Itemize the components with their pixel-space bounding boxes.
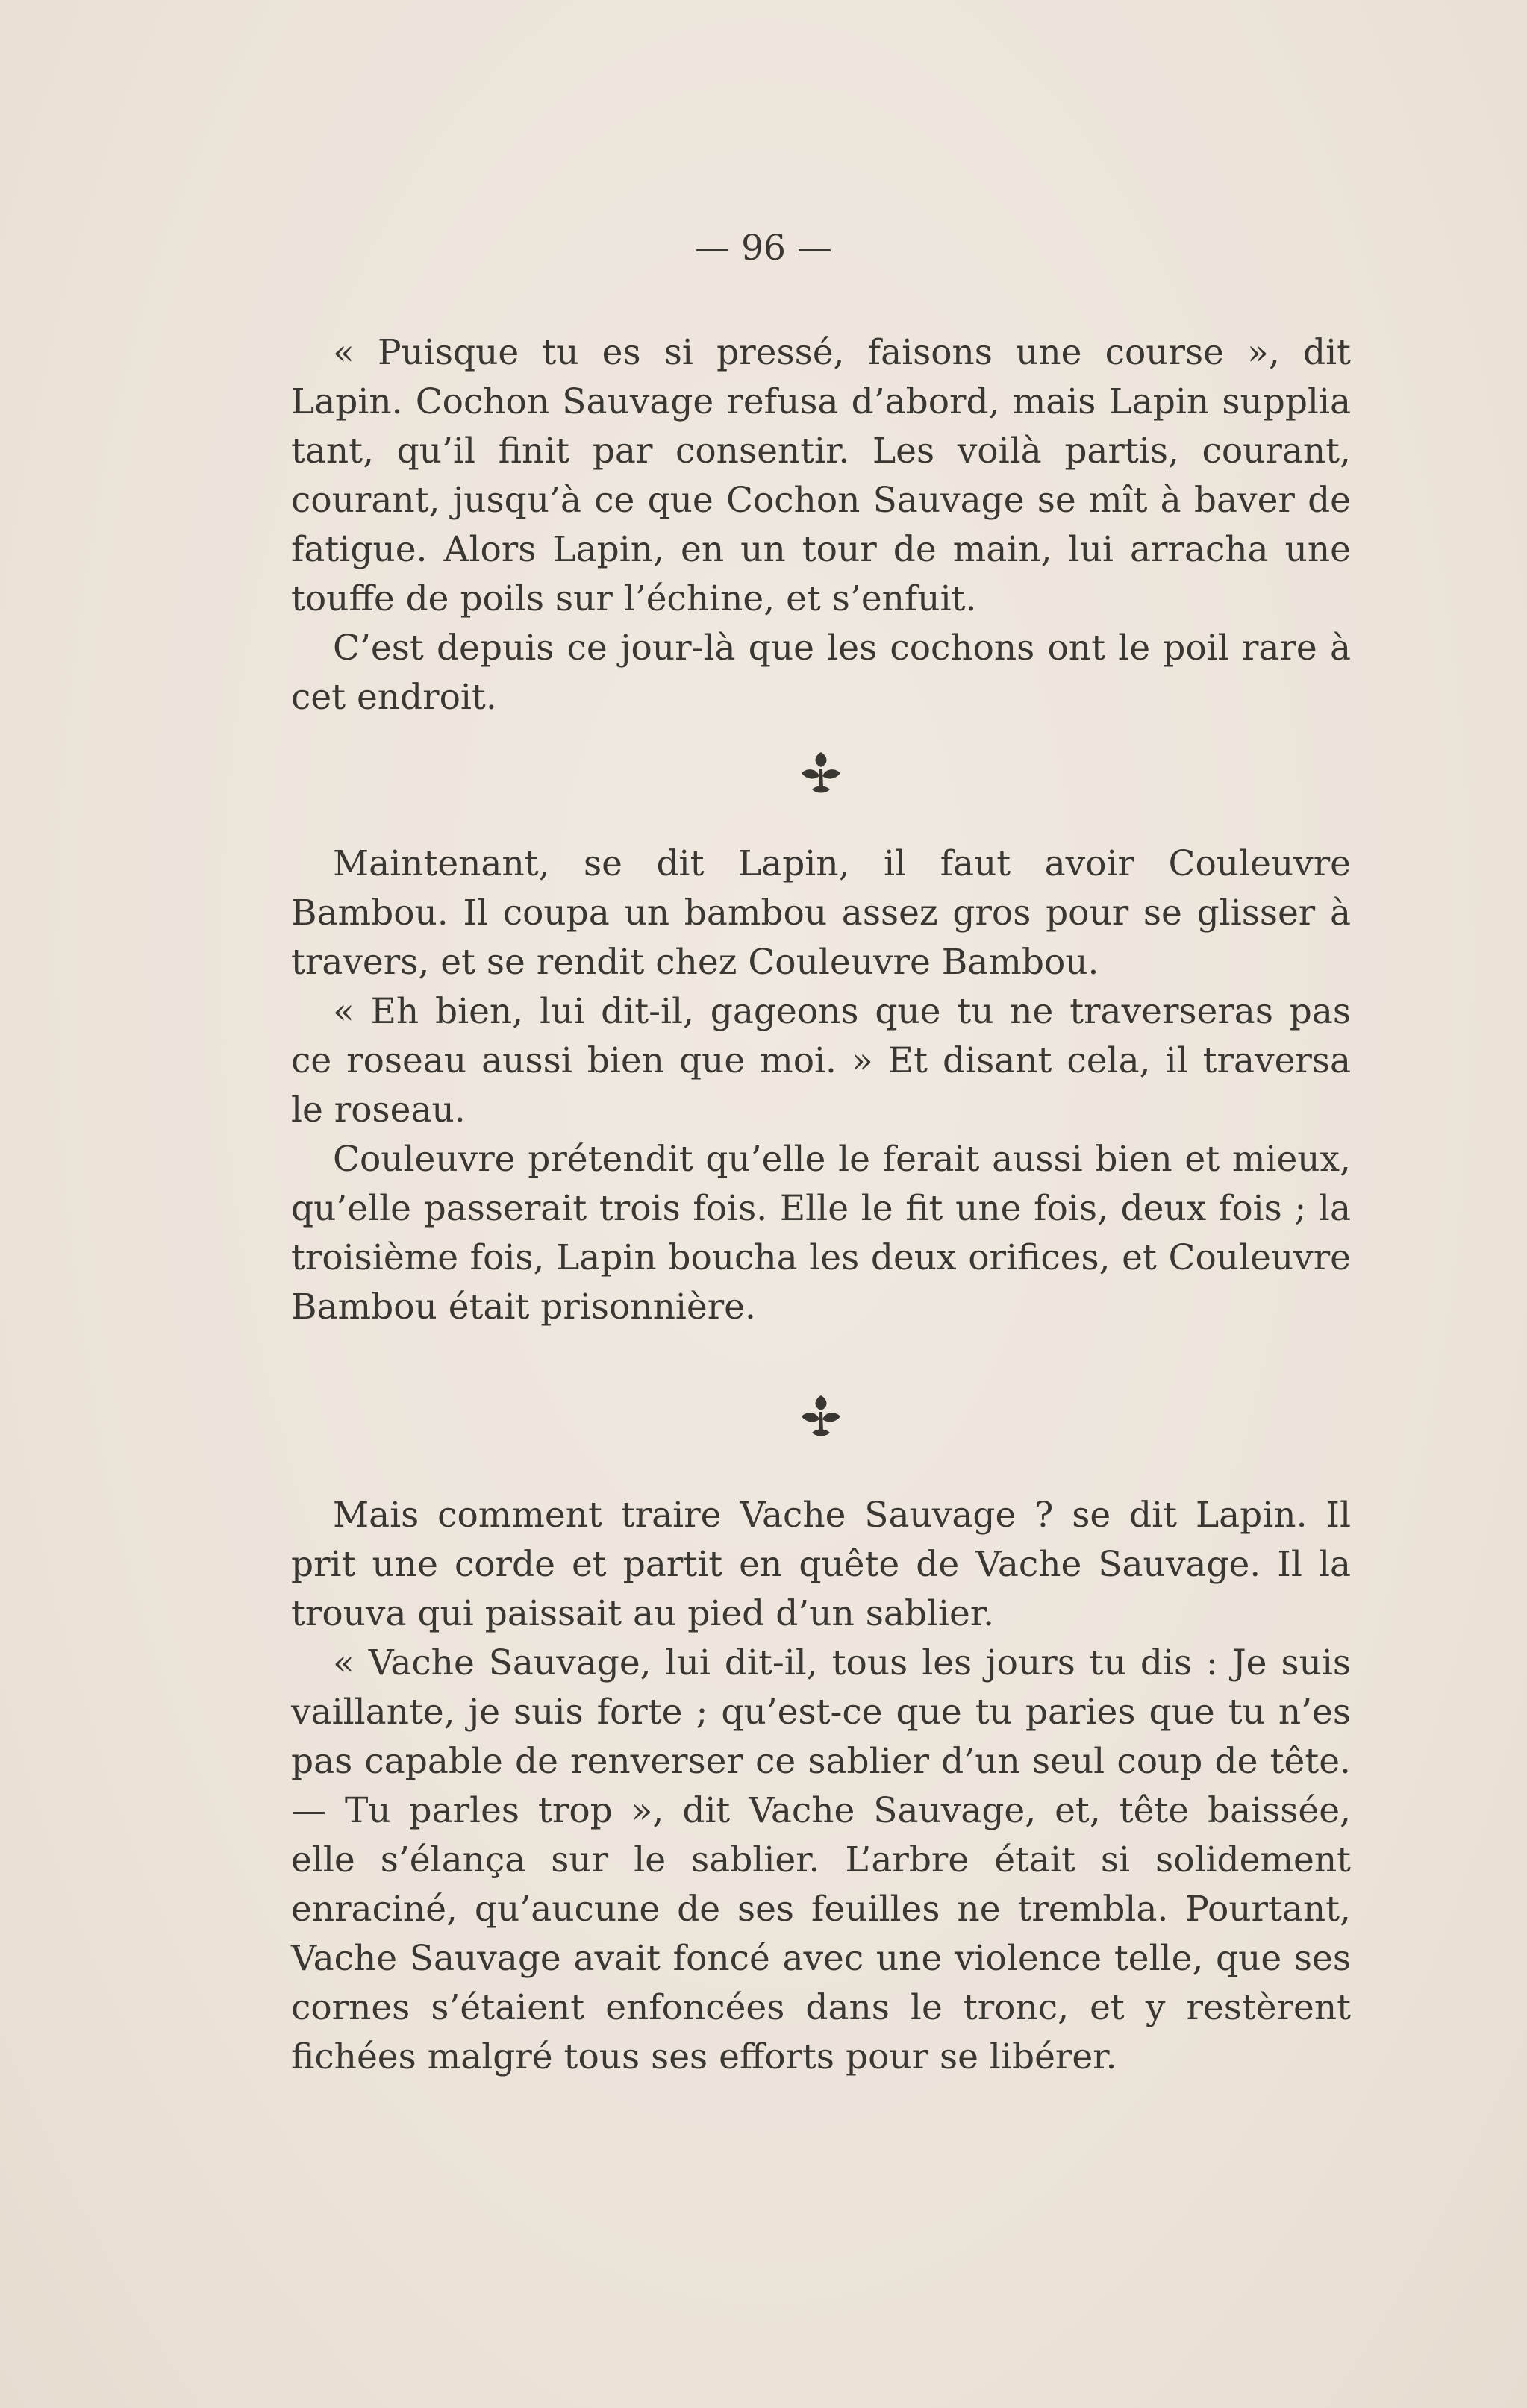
paragraph: « Eh bien, lui dit-il, gageons que tu ne traverseras pas ce roseau aussi bien que moi. » Et disant cela, il traversa le roseau. — [291, 991, 1351, 1130]
paragraph: Maintenant, se dit Lapin, il faut avoir Couleuvre Bambou. Il coupa un bambou assez gros pour se glisser à travers, et se rendit chez Couleuvre Bambou. — [291, 843, 1351, 983]
paragraph: « Vache Sauvage, lui dit-il, tous les jours tu dis : Je suis vaillante, je suis forte ; qu’est-ce que tu paries que tu n’es pas capable de renverser ce sablier d’un seul coup de tête. — Tu parles trop », dit Vache Sauvage, et, tête baissée, elle s’élança sur le sablier. L’arbre était si solidement enraciné, qu’aucune de ses feuilles ne trembla. Pourtant, Vache Sauvage avait foncé avec une violence telle, que ses cornes s’étaient enfoncées dans le tronc, et y restèrent fichées malgré tous ses efforts pour se libérer. — [291, 1642, 1351, 2077]
paragraph: Mais comment traire Vache Sauvage ? se dit Lapin. Il prit une corde et partit en quête de Vache Sauvage. Il la trouva qui paissait au pied d’un sablier. — [291, 1495, 1351, 1634]
paragraph: C’est depuis ce jour-là que les cochons ont le poil rare à cet endroit. — [291, 628, 1351, 718]
paragraph: « Puisque tu es si pressé, faisons une course », dit Lapin. Cochon Sauvage refusa d’abord, mais Lapin supplia tant, qu’il finit par consentir. Les voilà partis, courant, courant, jusqu’à ce que Cochon Sauvage se mît à baver de fatigue. Alors Lapin, en un tour de main, lui arracha une touffe de poils sur l’échine, et s’enfuit. — [291, 332, 1351, 619]
section-vache — [291, 1491, 1351, 2082]
section-cochon — [291, 328, 1351, 722]
page-number: — 96 — — [695, 228, 832, 269]
section-couleuvre — [291, 839, 1351, 1332]
fleuron-icon — [791, 746, 851, 806]
paragraph: Couleuvre prétendit qu’elle le ferait aussi bien et mieux, qu’elle passerait trois fois. Elle le fit une fois, deux fois ; la troisième fois, Lapin boucha les deux orifices, et Couleuvre Bambou était prisonnière. — [291, 1139, 1351, 1327]
fleuron-icon — [791, 1389, 851, 1449]
